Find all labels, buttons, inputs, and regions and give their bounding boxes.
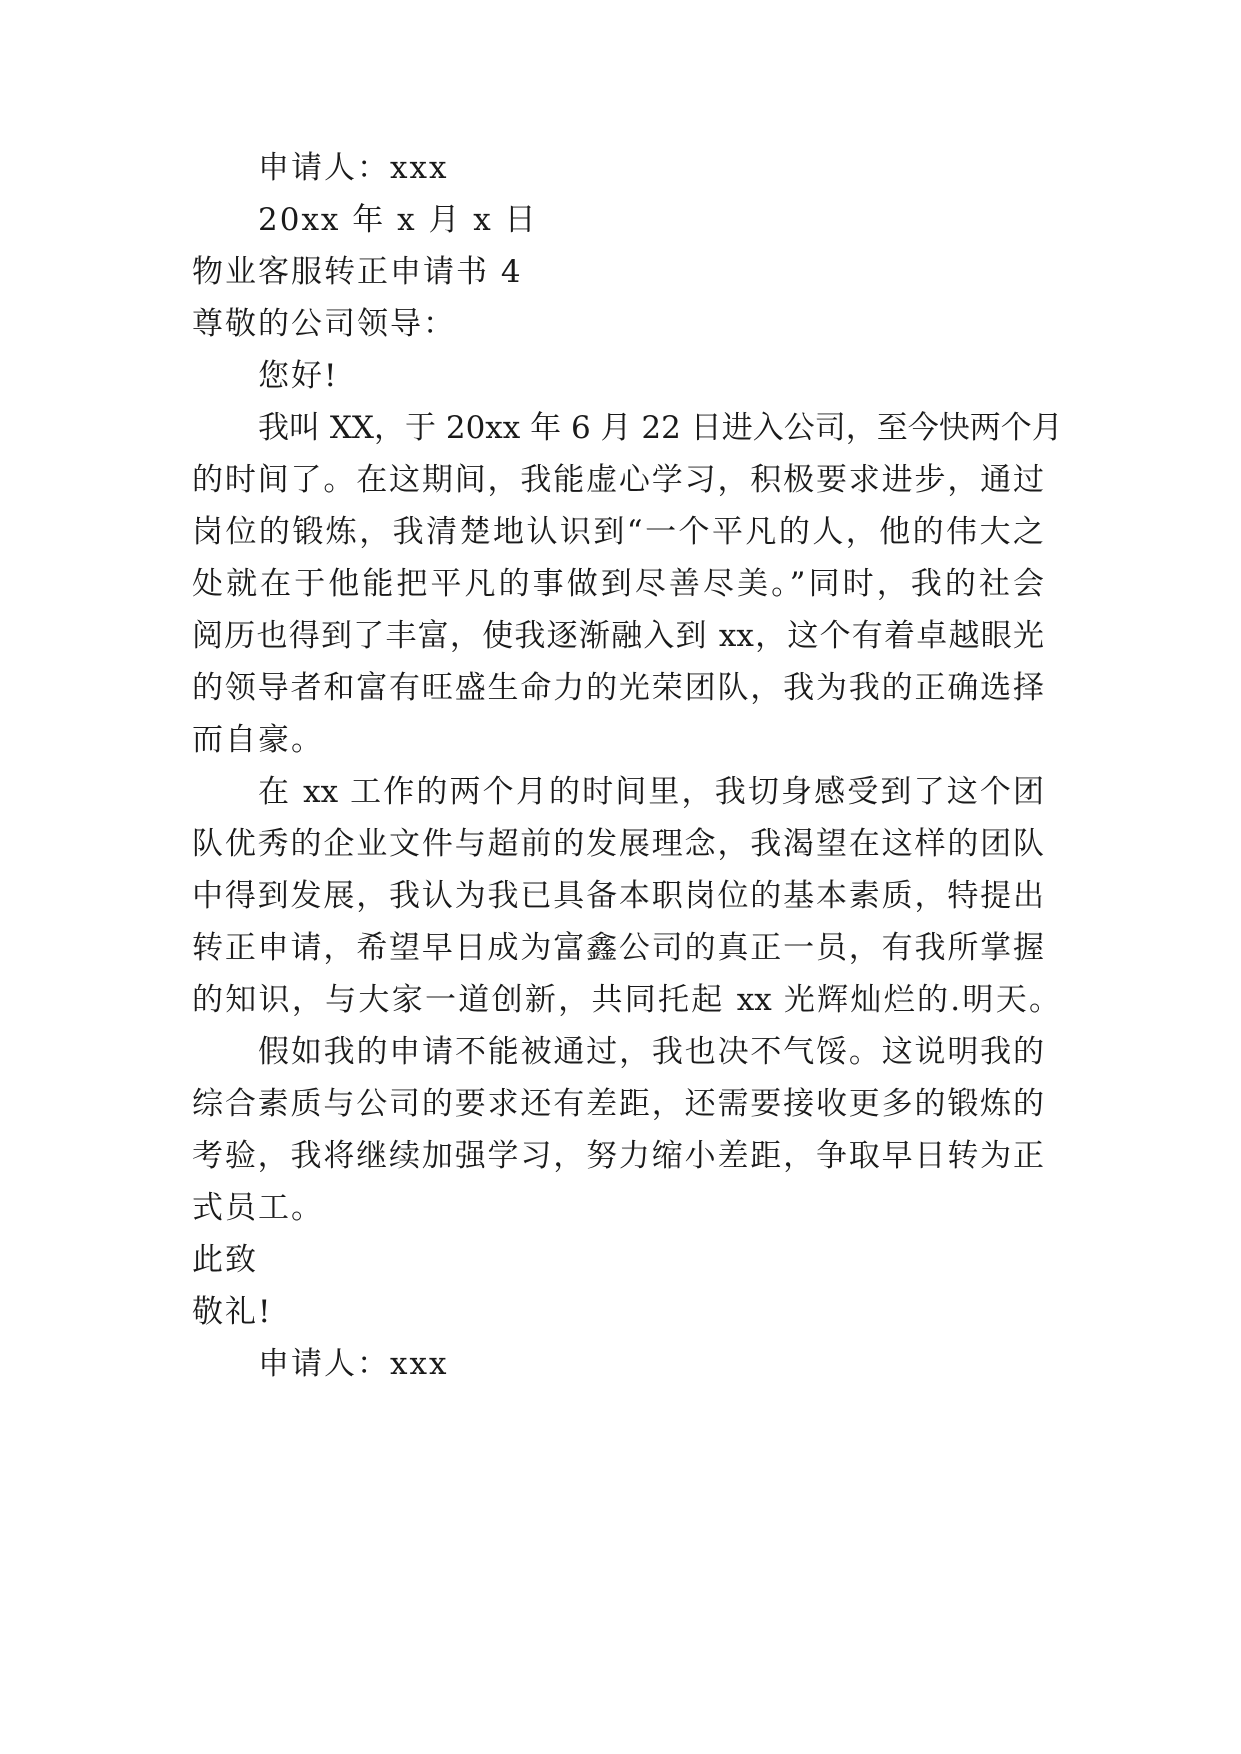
closing-regards: 敬礼!: [192, 1294, 273, 1330]
document-title: 物业客服转正申请书 4: [192, 254, 523, 290]
paragraph-line: 假如我的申请不能被通过，我也决不气馁。这说明我的: [258, 1034, 1044, 1070]
paragraph-line: 的知识，与大家一道创新，共同托起 xx 光辉灿烂的.明天。: [192, 982, 1060, 1018]
date-line: 20xx 年 x 月 x 日: [258, 202, 538, 238]
salutation: 尊敬的公司领导：: [192, 306, 456, 342]
paragraph-line: 转正申请，希望早日成为富鑫公司的真正一员，有我所掌握: [192, 930, 1044, 966]
paragraph-line: 我叫 XX，于 20xx 年 6 月 22 日进入公司，至今快两个月: [258, 410, 1063, 446]
paragraph-line: 中得到发展，我认为我已具备本职岗位的基本素质，特提出: [192, 878, 1044, 914]
paragraph-line: 队优秀的企业文件与超前的发展理念，我渴望在这样的团队: [192, 826, 1044, 862]
applicant-line: 申请人：xxx: [258, 150, 449, 186]
paragraph-line: 处就在于他能把平凡的事做到尽善尽美。”同时，我的社会: [192, 566, 1044, 602]
paragraph-line: 综合素质与公司的要求还有差距，还需要接收更多的锻炼的: [192, 1086, 1044, 1122]
paragraph-line: 阅历也得到了丰富，使我逐渐融入到 xx，这个有着卓越眼光: [192, 618, 1044, 654]
paragraph-line: 岗位的锻炼，我清楚地认识到“一个平凡的人，他的伟大之: [192, 514, 1044, 550]
greeting: 您好!: [258, 358, 339, 394]
paragraph-line: 式员工。: [192, 1190, 324, 1226]
paragraph-line: 在 xx 工作的两个月的时间里，我切身感受到了这个团: [258, 774, 1044, 810]
paragraph-line: 而自豪。: [192, 722, 324, 758]
paragraph-line: 的领导者和富有旺盛生命力的光荣团队，我为我的正确选择: [192, 670, 1044, 706]
paragraph-line: 考验，我将继续加强学习，努力缩小差距，争取早日转为正: [192, 1138, 1044, 1174]
applicant-signature: 申请人：xxx: [258, 1346, 449, 1382]
paragraph-line: 的时间了。在这期间，我能虚心学习，积极要求进步，通过: [192, 462, 1044, 498]
closing-line: 此致: [192, 1242, 258, 1278]
